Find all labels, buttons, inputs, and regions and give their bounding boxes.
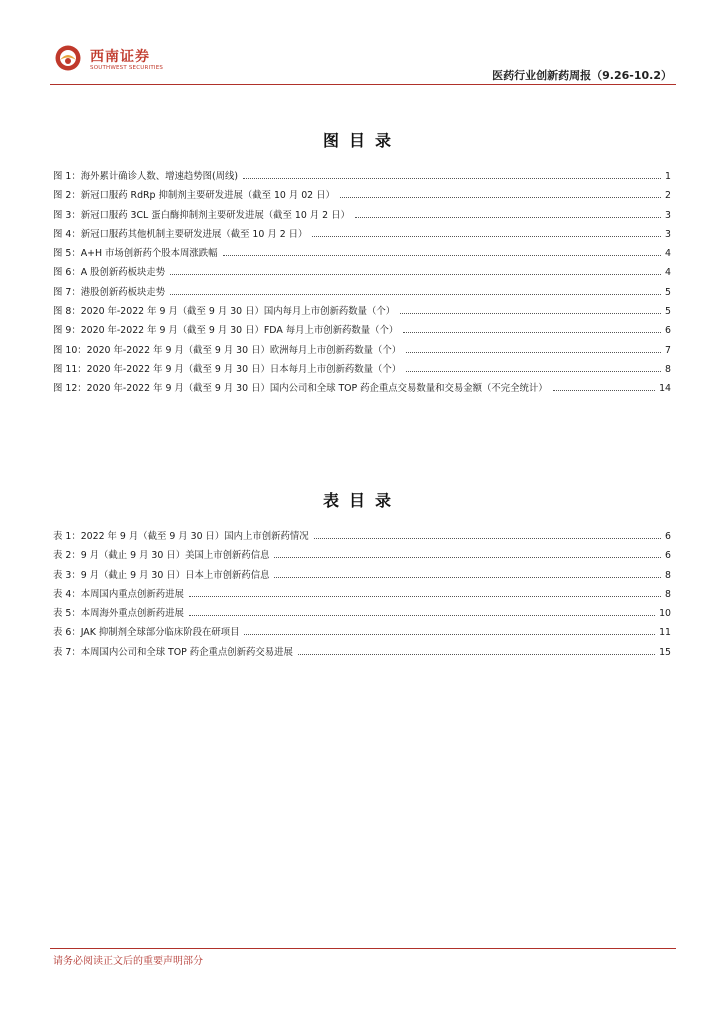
toc-entry-label: 图 6：A 股创新药板块走势 bbox=[53, 267, 166, 279]
toc-entry[interactable] bbox=[53, 187, 671, 206]
toc-entry-page: 6 bbox=[665, 325, 671, 337]
toc-entry-label: 图 2：新冠口服药 RdRp 抑制剂主要研发进展（截至 10 月 02 日） bbox=[53, 190, 335, 202]
toc-leader-dots bbox=[274, 557, 661, 558]
toc-entry-page: 10 bbox=[659, 608, 671, 620]
toc-entry-page: 7 bbox=[665, 344, 671, 356]
toc-entry[interactable] bbox=[53, 547, 671, 566]
figures-toc-title: 图目录 bbox=[322, 131, 401, 150]
toc-entry[interactable] bbox=[53, 644, 671, 663]
toc-entry-page: 4 bbox=[665, 267, 671, 279]
toc-entry[interactable] bbox=[53, 207, 671, 226]
toc-entry-label: 图 11：2020 年-2022 年 9 月（截至 9 月 30 日）日本每月上市创新药数量（个） bbox=[53, 363, 402, 375]
toc-leader-dots bbox=[406, 352, 661, 353]
tables-toc-list bbox=[53, 528, 671, 663]
footer-divider bbox=[50, 948, 676, 949]
toc-entry[interactable] bbox=[53, 528, 671, 547]
toc-leader-dots bbox=[314, 538, 661, 539]
toc-entry-page: 2 bbox=[665, 190, 671, 202]
toc-entry-page: 14 bbox=[659, 383, 671, 395]
toc-leader-dots bbox=[406, 371, 661, 372]
toc-leader-dots bbox=[274, 577, 661, 578]
toc-entry-label: 表 2：9 月（截止 9 月 30 日）美国上市创新药信息 bbox=[53, 550, 270, 562]
toc-entry-label: 表 3：9 月（截止 9 月 30 日）日本上市创新药信息 bbox=[53, 569, 270, 581]
toc-entry-page: 11 bbox=[659, 627, 671, 639]
toc-leader-dots bbox=[243, 178, 661, 179]
toc-entry-page: 5 bbox=[665, 286, 671, 298]
toc-entry[interactable] bbox=[53, 605, 671, 624]
header-divider bbox=[50, 84, 676, 85]
toc-entry[interactable] bbox=[53, 284, 671, 303]
toc-entry-label: 图 12：2020 年-2022 年 9 月（截至 9 月 30 日）国内公司和全球 TOP 药企重点交易数量和交易金额（不完全统计） bbox=[53, 383, 548, 395]
toc-entry-label: 图 8：2020 年-2022 年 9 月（截至 9 月 30 日）国内每月上市创新药数量（个） bbox=[53, 306, 396, 318]
toc-entry-page: 8 bbox=[665, 363, 671, 375]
toc-entry-label: 表 7：本周国内公司和全球 TOP 药企重点创新药交易进展 bbox=[53, 646, 293, 658]
toc-entry-page: 5 bbox=[665, 306, 671, 318]
toc-entry-label: 表 5：本周海外重点创新药进展 bbox=[53, 608, 184, 620]
toc-entry-page: 8 bbox=[665, 569, 671, 581]
toc-leader-dots bbox=[244, 634, 655, 635]
toc-entry[interactable] bbox=[53, 586, 671, 605]
toc-leader-dots bbox=[298, 654, 655, 655]
brand-logo bbox=[54, 44, 204, 78]
toc-entry-label: 图 3：新冠口服药 3CL 蛋白酶抑制剂主要研发进展（截至 10 月 2 日） bbox=[53, 209, 350, 221]
toc-entry[interactable] bbox=[53, 342, 671, 361]
toc-entry[interactable] bbox=[53, 264, 671, 283]
toc-entry-label: 图 7：港股创新药板块走势 bbox=[53, 286, 166, 298]
toc-entry-page: 3 bbox=[665, 209, 671, 221]
toc-entry-page: 8 bbox=[665, 588, 671, 600]
toc-entry-page: 6 bbox=[665, 550, 671, 562]
toc-entry[interactable] bbox=[53, 303, 671, 322]
toc-leader-dots bbox=[403, 332, 661, 333]
toc-leader-dots bbox=[553, 390, 655, 391]
toc-leader-dots bbox=[189, 596, 661, 597]
toc-entry[interactable] bbox=[53, 226, 671, 245]
toc-entry-label: 图 9：2020 年-2022 年 9 月（截至 9 月 30 日）FDA 每月上市创新药数量（个） bbox=[53, 325, 399, 337]
toc-entry-label: 表 4：本周国内重点创新药进展 bbox=[53, 588, 184, 600]
toc-entry[interactable] bbox=[53, 168, 671, 187]
toc-entry-label: 表 6：JAK 抑制剂全球部分临床阶段在研项目 bbox=[53, 627, 240, 639]
brand-name-cn: 西南证券 bbox=[90, 49, 150, 65]
brand-logo-icon bbox=[54, 44, 82, 72]
toc-leader-dots bbox=[170, 274, 661, 275]
toc-leader-dots bbox=[355, 217, 661, 218]
figures-toc-list bbox=[53, 168, 671, 400]
footer-disclaimer: 请务必阅读正文后的重要声明部分 bbox=[53, 956, 203, 967]
toc-entry-label: 表 1：2022 年 9 月（截至 9 月 30 日）国内上市创新药情况 bbox=[53, 531, 309, 542]
toc-leader-dots bbox=[170, 294, 661, 295]
toc-entry[interactable] bbox=[53, 624, 671, 643]
toc-entry[interactable] bbox=[53, 380, 671, 399]
toc-leader-dots bbox=[189, 615, 655, 616]
toc-entry-page: 1 bbox=[665, 171, 671, 182]
toc-leader-dots bbox=[400, 313, 661, 314]
toc-entry-label: 图 5：A+H 市场创新药个股本周涨跌幅 bbox=[53, 248, 218, 260]
toc-entry-label: 图 1：海外累计确诊人数、增速趋势图(周线) bbox=[53, 171, 239, 182]
toc-leader-dots bbox=[223, 255, 662, 256]
report-title: 医药行业创新药周报（9.26-10.2） bbox=[492, 69, 672, 82]
toc-leader-dots bbox=[312, 236, 661, 237]
toc-entry-page: 3 bbox=[665, 228, 671, 240]
tables-toc-title: 表目录 bbox=[322, 491, 401, 510]
brand-name-en: SOUTHWEST SECURITIES bbox=[90, 65, 164, 71]
toc-leader-dots bbox=[340, 197, 661, 198]
toc-entry[interactable] bbox=[53, 567, 671, 586]
page-header bbox=[50, 40, 676, 88]
toc-entry-label: 图 4：新冠口服药其他机制主要研发进展（截至 10 月 2 日） bbox=[53, 228, 308, 240]
toc-entry-page: 15 bbox=[659, 646, 671, 658]
toc-entry-page: 4 bbox=[665, 248, 671, 260]
toc-entry-page: 6 bbox=[665, 531, 671, 542]
toc-entry[interactable] bbox=[53, 245, 671, 264]
toc-entry[interactable] bbox=[53, 322, 671, 341]
toc-entry[interactable] bbox=[53, 361, 671, 380]
toc-entry-label: 图 10：2020 年-2022 年 9 月（截至 9 月 30 日）欧洲每月上市创新药数量（个） bbox=[53, 344, 402, 356]
